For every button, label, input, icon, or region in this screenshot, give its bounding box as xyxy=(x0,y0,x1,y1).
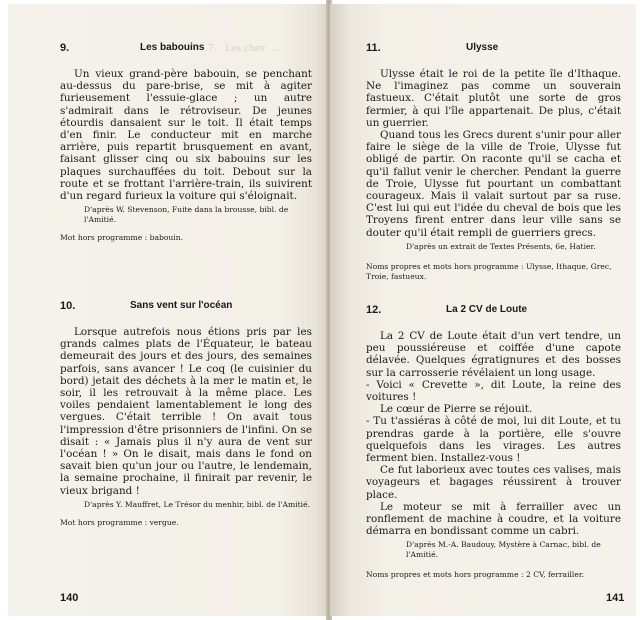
section-title: La 2 CV de Loute xyxy=(446,304,528,315)
section-body xyxy=(60,68,312,202)
right-page xyxy=(330,4,636,616)
section-11 xyxy=(366,42,621,282)
source-citation: D'après un extrait de Textes Présents, 6e, Hatier. xyxy=(406,241,596,251)
section-body xyxy=(60,326,312,497)
section-body xyxy=(366,68,621,239)
section-heading xyxy=(60,300,312,316)
page-number: 140 xyxy=(60,592,79,604)
section-9 xyxy=(60,42,312,243)
paragraph: Le moteur se mit à ferrailler avec un ronflement de machine à coudre, et la voiture démarra en bondissant comme un cabri. xyxy=(366,500,621,538)
section-number: 12. xyxy=(366,304,382,316)
vocabulary-note: Noms propres et mots hors programme : Ulysse, Ithaque, Grec, Troie, fastueux. xyxy=(366,261,612,281)
section-body xyxy=(366,330,621,537)
paragraph: - Voici « Crevette », dit Loute, la reine des voitures ! xyxy=(366,378,621,404)
source-citation: D'après Y. Mauffret, Le Trésor du menhir, bibl. de l'Amitié. xyxy=(84,499,310,509)
section-title: Les babouins xyxy=(140,42,205,53)
section-number: 11. xyxy=(366,42,381,54)
paragraph: Le cœur de Pierre se réjouit. xyxy=(380,403,533,416)
section-heading xyxy=(60,42,312,58)
page-number: 141 xyxy=(606,592,625,604)
bleed-through-text: 7. Les chev .... xyxy=(208,44,280,54)
paragraph: Ulysse était le roi de la petite île d'Ithaque. Ne l'imaginez pas comme un souverain fastueux. C'était plutôt une sorte de gros fermier, à qui l'île appartenait. De plus, c'était un guerrier. xyxy=(366,68,621,129)
vocabulary-note: Noms propres et mots hors programme : 2 CV, ferrailler. xyxy=(366,570,585,580)
section-heading xyxy=(366,42,621,58)
paragraph: Ce fut laborieux avec toutes ces valises, mais voyageurs et bagages réussirent à trouver place. xyxy=(366,464,621,501)
section-heading xyxy=(366,304,621,320)
section-number: 9. xyxy=(60,42,70,54)
vocabulary-note: Mot hors programme : babouin. xyxy=(60,233,184,243)
left-page xyxy=(8,4,329,616)
paragraph: La 2 CV de Loute était d'un vert tendre, un peu poussiéreuse et coiffée d'une capote délavée. Quelques égratignures et des bosses sur la carrosserie révélaient un long usage. xyxy=(366,330,621,379)
source-citation: D'après M.-A. Baudouy, Mystère à Carnac, bibl. de l'Amitié. xyxy=(406,540,601,560)
source-citation: D'après W. Stevenson, Fuite dans la brousse, bibl. de l'Amitié. xyxy=(84,205,289,225)
section-12 xyxy=(366,304,621,580)
paragraph: Quand tous les Grecs durent s'unir pour aller faire le siège de la ville de Troie, Ulysse fut obligé de partir. On raconte qu'il se cacha et qu'il fallut venir le chercher. Pendant la guerre de Troie, Ulysse fut pourtant un combattant courageux. Mais il valait surtout par sa ruse. C'est lui qui eut l'idée du cheval de bois que les Troyens firent entrer dans leur ville sans se douter qu'il était rempli de guerriers grecs. xyxy=(366,129,621,239)
section-10 xyxy=(60,300,312,528)
paragraph: - Tu t'assiéras à côté de moi, lui dit Loute, et tu prendras garde à la portière, elle s'ouvre quelquefois dans les virages. Les autres ferment bien. Installez-vous ! xyxy=(366,415,621,465)
paragraph: Un vieux grand-père babouin, se penchant au-dessus du pare-brise, se mit à agiter furieusement l'essuie-glace ; un autre s'admirait dans le rétroviseur. De jeunes étourdis dansaient sur le toit. Il était temps d'en finir. Le conducteur mit en marche arrière, puis repartit brusquement en avant, faisant glisser cinq ou six babouins sur les plaques surchauffées du toit. Debout sur la route et se frottant l'arrière-train, ils suivirent d'un regard furieux la voiture qui s'éloignait. xyxy=(60,68,312,203)
section-number: 10. xyxy=(60,300,76,312)
vocabulary-note: Mot hors programme : vergue. xyxy=(60,517,179,527)
paragraph: Lorsque autrefois nous étions pris par les grands calmes plats de l'Équateur, le bateau demeurait des jours et des jours, des semaines parfois, sans avancer ! Le coq (le cuisinier du bord) jetait des déchets à la mer le matin et, le soir, il les retrouvait à la même place. Les voiles pendaient lamentablement le long des vergues. C'était terrible ! On avait tous l'impression d'être prisonniers de l'infini. On se disait : « Jamais plus il n'y aura de vent sur l'océan ! » On le disait, mais dans le fond on savait bien qu'un jour ou l'autre, le lendemain, la semaine prochaine, il finirait par revenir, le vieux brigand ! xyxy=(60,326,312,497)
section-title: Ulysse xyxy=(466,42,499,53)
section-title: Sans vent sur l'océan xyxy=(130,300,233,311)
